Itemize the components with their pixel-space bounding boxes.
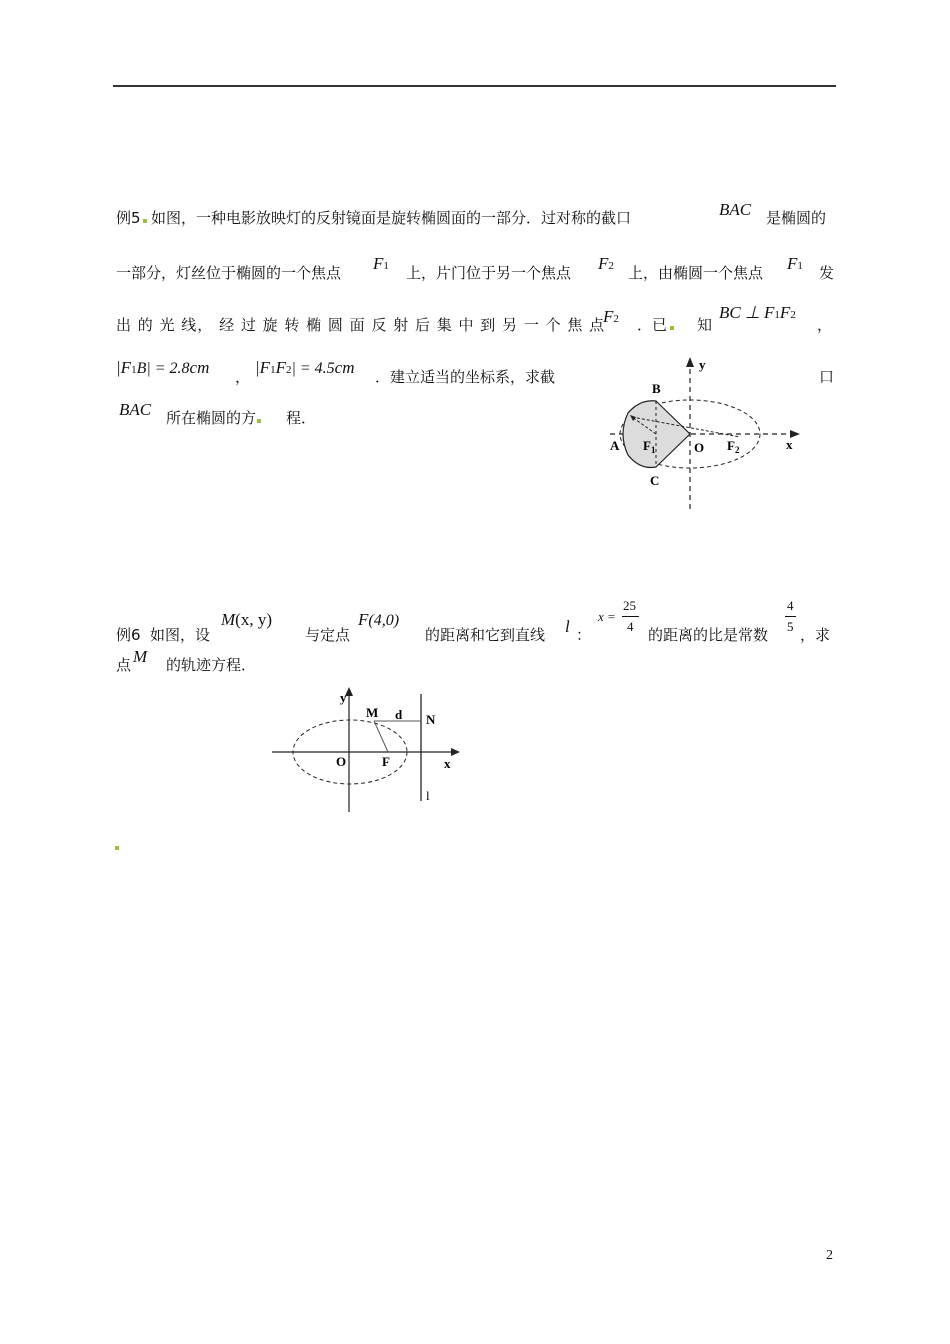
example-5-text-3c: 知 [697, 316, 713, 334]
perpendicular-condition: BC ⊥ F1F2 [719, 303, 796, 322]
example-6-text-c: 的距离和它到直线 [425, 626, 546, 644]
example-5-text-1: 如图，一种电影放映灯的反射镜面是旋转椭圆面的一部分．过对称的截口 [151, 209, 632, 227]
line-l: l [565, 617, 570, 636]
label-c: C [650, 473, 660, 488]
example-5-text-2b: 上，片门位于另一个焦点 [406, 264, 572, 282]
comma: ， [817, 316, 833, 334]
example-6-text-e: ，求 [800, 626, 831, 644]
example-5-label: 例5 [116, 207, 147, 228]
frac-25-numerator: 25 [623, 598, 636, 613]
label-y: y [699, 357, 706, 372]
label-f: F [382, 754, 390, 769]
arc-bac: BAC [719, 200, 752, 219]
example-6-colon: ： [576, 626, 592, 644]
example-6-text-2b: 的轨迹方程． [166, 656, 257, 674]
label-f2: $F_2$ [727, 438, 740, 455]
label-b: B [652, 381, 661, 396]
label-x: x [444, 756, 451, 771]
label-o: O [694, 440, 705, 455]
arc-bac-2: BAC [119, 400, 152, 419]
example-5-text-2c: 上，由椭圆一个焦点 [628, 264, 764, 282]
example-5-text-5b: 程． [286, 409, 317, 427]
frac-25-bar [622, 616, 639, 617]
frac-4-numerator: 4 [787, 598, 794, 613]
example-5-text-5: 所在椭圆的方 [166, 407, 261, 428]
frac-4-bar [785, 616, 796, 617]
directrix-eq: x = [598, 609, 616, 624]
frac-25-denominator: 4 [627, 619, 634, 634]
length-f1f2: |F1F2| = 4.5cm [255, 358, 355, 377]
stray-mark [115, 846, 119, 850]
label-l: l [426, 788, 430, 803]
label-d: d [395, 707, 403, 722]
example-6-label: 例6 [116, 626, 141, 644]
length-f1b: |F1B| = 2.8cm [116, 358, 210, 377]
label-f1: $F_1$ [643, 438, 656, 455]
frac-4-denominator: 5 [787, 619, 794, 634]
label-m: M [366, 705, 379, 720]
ellipse-figure-1 [600, 355, 810, 515]
label-y: y [340, 690, 347, 705]
label-o: O [336, 754, 347, 769]
example-6-text-d: 的距离的比是常数 [648, 626, 769, 644]
focus-f1-b: F1 [787, 254, 803, 273]
example-6-text-2a: 点 [116, 656, 132, 674]
example-5-text-4: ．建立适当的坐标系，求截 [375, 368, 556, 386]
example-6-text-b: 与定点 [305, 626, 351, 644]
comma-2: ， [235, 368, 251, 386]
label-n: N [426, 712, 436, 727]
page-number: 2 [826, 1248, 833, 1263]
example-5-text-4b: 口 [819, 368, 835, 386]
focus-f2-b: F2 [603, 307, 619, 326]
example-5-text-2: 一部分，灯丝位于椭圆的一个焦点 [116, 264, 342, 282]
label-x: x [786, 437, 793, 452]
example-5-text-3b: ．已 [637, 314, 674, 335]
point-f: F(4,0) [358, 610, 400, 629]
point-m-2: M [133, 647, 148, 666]
ellipse-figure-2 [268, 686, 468, 816]
x-axis-arrow-icon [451, 748, 460, 756]
example-5-text-1b: 是椭圆的 [766, 209, 827, 227]
example-5-text-2d: 发 [819, 264, 835, 282]
y-axis-arrow-icon [686, 357, 694, 367]
focus-f2: F2 [598, 254, 614, 273]
example-6-text-a: 如图，设 [150, 626, 211, 644]
label-a: A [610, 438, 620, 453]
header-rule [113, 85, 836, 87]
example-5-text-3: 出 的 光 线， 经 过 旋 转 椭 圆 面 反 射 后 集 中 到 另 一 个 焦 点 [116, 316, 606, 334]
point-m: M(x, y) [221, 610, 272, 629]
focus-f1: F1 [373, 254, 389, 273]
